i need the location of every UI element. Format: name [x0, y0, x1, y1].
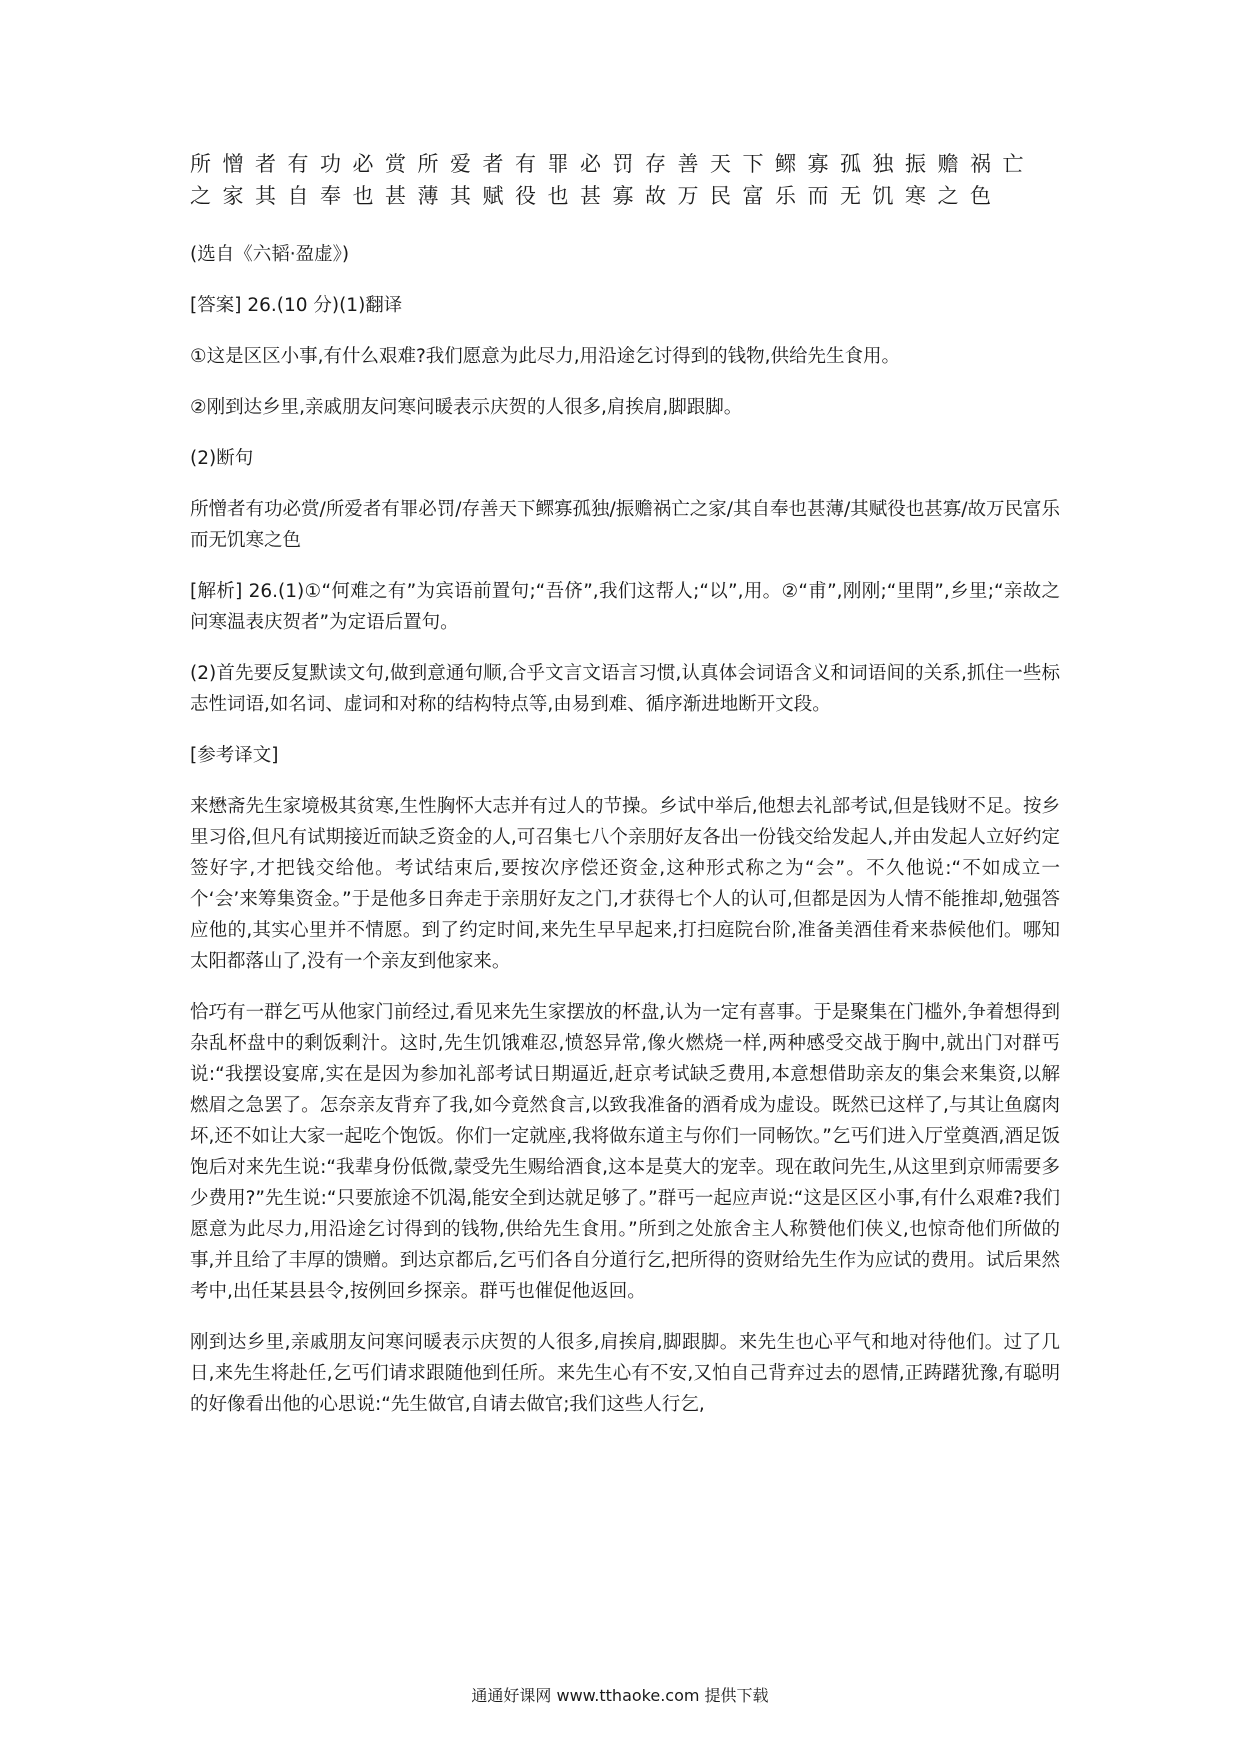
document-body	[190, 148, 1060, 1420]
source-citation: (选自《六韬·盈虚》)	[190, 244, 350, 265]
analysis-part-2: (2)首先要反复默读文句,做到意通句顺,合乎文言文语言习惯,认真体会词语含义和词语间的关系,抓住一些标志性词语,如名词、虚词和对称的结构特点等,由易到难、循序渐进地断开文段。	[190, 663, 1060, 715]
page-footer: 通通好课网 www.tthaoke.com 提供下载	[471, 1686, 769, 1705]
translation-answer-1: ①这是区区小事,有什么艰难?我们愿意为此尽力,用沿途乞讨得到的钱物,供给先生食用。	[190, 346, 901, 367]
original-text-line-1: 所憎者有功必赏所爱者有罪必罚存善天下鳏寡孤独振赡祸亡	[190, 152, 1035, 176]
reference-paragraph-3: 刚到达乡里,亲戚朋友问寒问暖表示庆贺的人很多,肩挨肩,脚跟脚。来先生也心平气和地对待他们。过了几日,来先生将赴任,乞丐们请求跟随他到任所。来先生心有不安,又怕自己背弃过去的恩情,正踌躇犹豫,有聪明的好像看出他的心思说:“先生做官,自请去做官;我们这些人行乞,	[190, 1332, 1060, 1415]
reference-paragraph-1: 来懋斋先生家境极其贫寒,生性胸怀大志并有过人的节操。乡试中举后,他想去礼部考试,但是钱财不足。按乡里习俗,但凡有试期接近而缺乏资金的人,可召集七八个亲朋好友各出一份钱交给发起人,并由发起人立好约定签好字,才把钱交给他。考试结束后,要按次序偿还资金,这种形式称之为“会”。不久他说:“不如成立一个‘会’来筹集资金。”于是他多日奔走于亲朋好友之门,才获得七个人的认可,但都是因为人情不能推却,勉强答应他的,其实心里并不情愿。到了约定时间,来先生早早起来,打扫庭院台阶,准备美酒佳肴来恭候他们。哪知太阳都落山了,没有一个亲友到他家来。	[190, 796, 1060, 972]
punctuation-heading: (2)断句	[190, 448, 254, 469]
reference-heading: [参考译文]	[190, 745, 279, 766]
answer-heading: [答案] 26.(10 分)(1)翻译	[190, 295, 403, 316]
analysis-part-1: [解析] 26.(1)①“何难之有”为宾语前置句;“吾侪”,我们这帮人;“以”,用。②“甫”,刚刚;“里閈”,乡里;“亲故之问寒温表庆贺者”为定语后置句。	[190, 581, 1060, 633]
punctuation-answer: 所憎者有功必赏/所爱者有罪必罚/存善天下鳏寡孤独/振赡祸亡之家/其自奉也甚薄/其赋役也甚寡/故万民富乐而无饥寒之色	[190, 499, 1060, 551]
reference-paragraph-2: 恰巧有一群乞丐从他家门前经过,看见来先生家摆放的杯盘,认为一定有喜事。于是聚集在门槛外,争着想得到杂乱杯盘中的剩饭剩汁。这时,先生饥饿难忍,愤怒异常,像火燃烧一样,两种感受交战于胸中,就出门对群丐说:“我摆设宴席,实在是因为参加礼部考试日期逼近,赶京考试缺乏费用,本意想借助亲友的集会来集资,以解燃眉之急罢了。怎奈亲友背弃了我,如今竟然食言,以致我准备的酒肴成为虚设。既然已这样了,与其让鱼腐肉坏,还不如让大家一起吃个饱饭。你们一定就座,我将做东道主与你们一同畅饮。”乞丐们进入厅堂奠酒,酒足饭饱后对来先生说:“我辈身份低微,蒙受先生赐给酒食,这本是莫大的宠幸。现在敢问先生,从这里到京师需要多少费用?”先生说:“只要旅途不饥渴,能安全到达就足够了。”群丐一起应声说:“这是区区小事,有什么艰难?我们愿意为此尽力,用沿途乞讨得到的钱物,供给先生食用。”所到之处旅舍主人称赞他们侠义,也惊奇他们所做的事,并且给了丰厚的馈赠。到达京都后,乞丐们各自分道行乞,把所得的资财给先生作为应试的费用。试后果然考中,出任某县县令,按例回乡探亲。群丐也催促他返回。	[190, 1002, 1060, 1302]
translation-answer-2: ②刚到达乡里,亲戚朋友问寒问暖表示庆贺的人很多,肩挨肩,脚跟脚。	[190, 397, 743, 418]
original-text-line-2: 之家其自奉也甚薄其赋役也甚寡故万民富乐而无饥寒之色	[190, 184, 1003, 208]
